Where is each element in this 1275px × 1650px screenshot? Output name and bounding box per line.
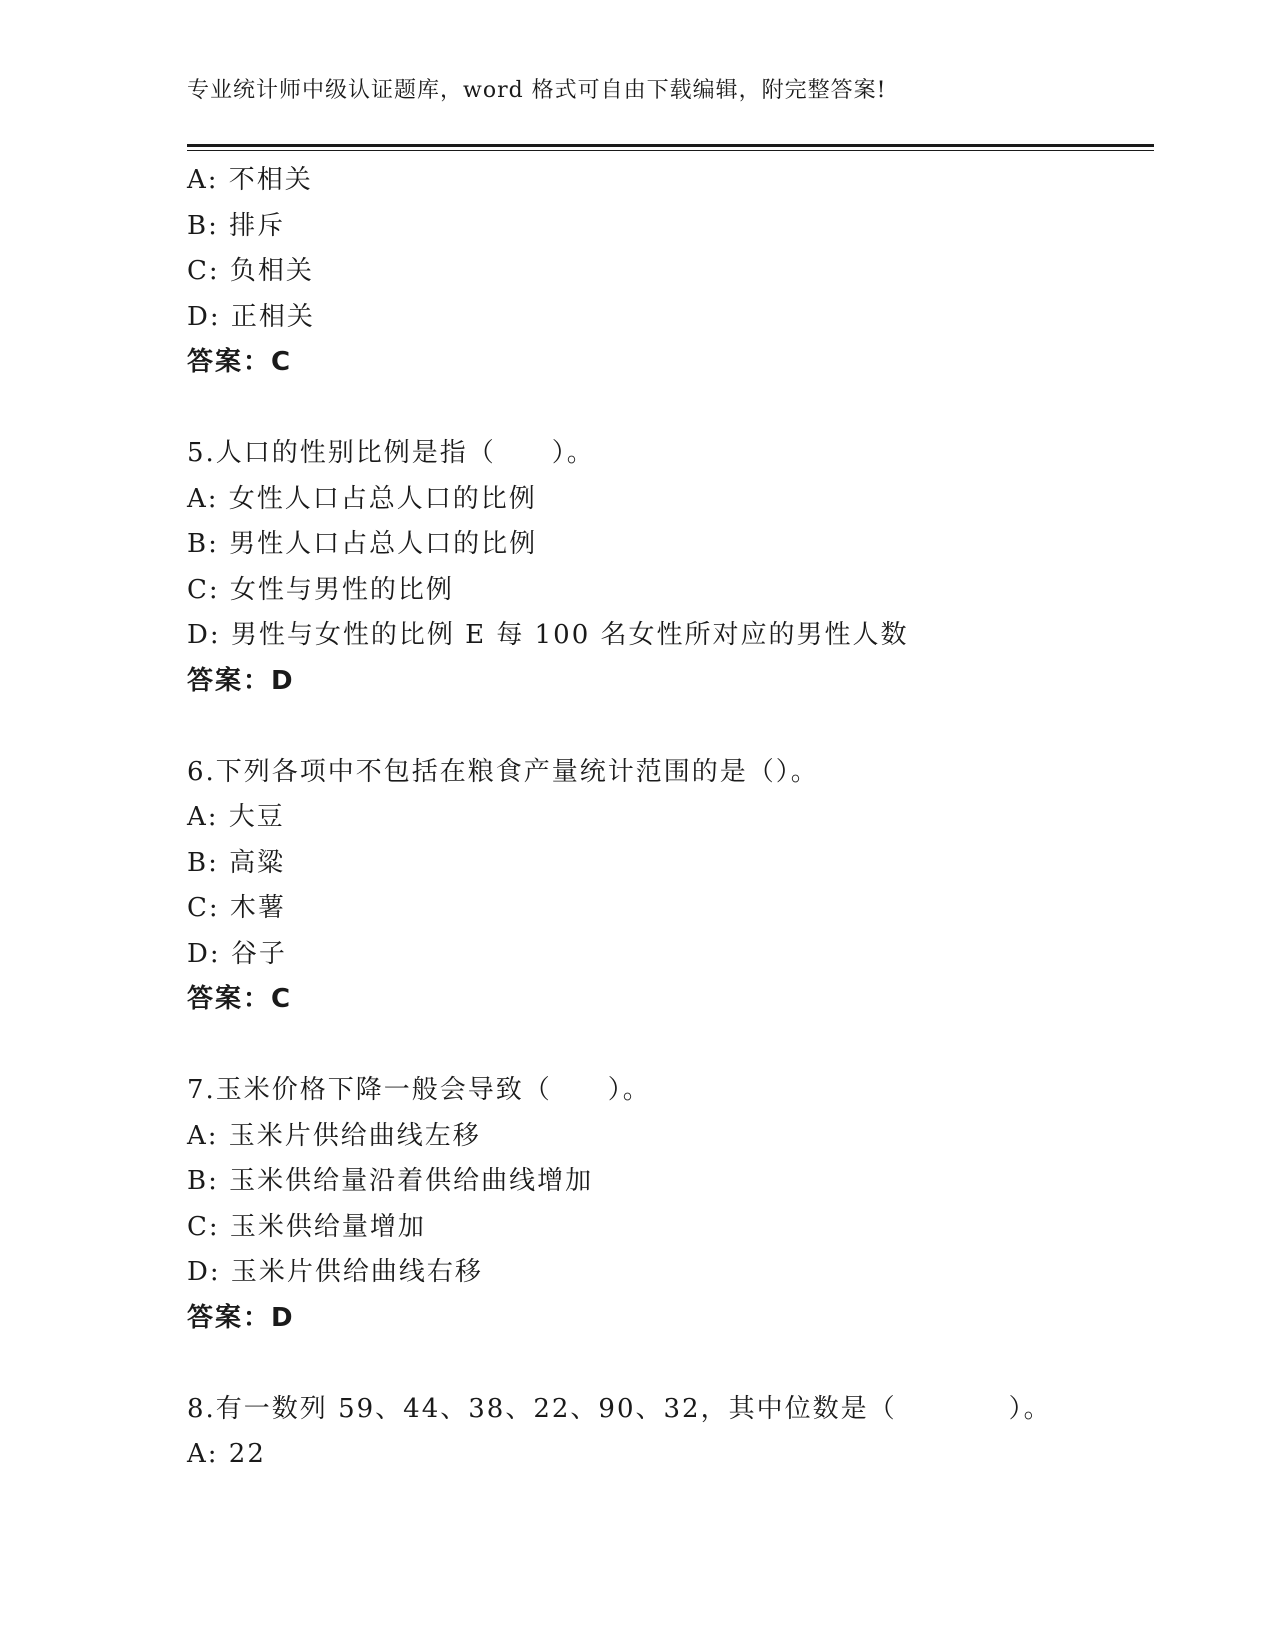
option-b: B: 高粱 bbox=[187, 847, 286, 878]
option-d: D: 玉米片供给曲线右移 bbox=[187, 1257, 483, 1287]
option-a: A: 不相关 bbox=[187, 165, 313, 195]
option-d: D: 男性与女性的比例 E 每 100 名女性所对应的男性人数 bbox=[187, 620, 909, 650]
option-b: B: 男性人口占总人口的比例 bbox=[187, 529, 538, 559]
answer: 答案：D bbox=[187, 1302, 295, 1333]
option-c: C: 负相关 bbox=[187, 256, 314, 286]
option-c: C: 女性与男性的比例 bbox=[187, 574, 454, 605]
option-a: A: 女性人口占总人口的比例 bbox=[187, 483, 537, 514]
option-b: B: 玉米供给量沿着供给曲线增加 bbox=[187, 1166, 594, 1196]
question-8: 8.有一数列 59、44、38、22、90、32，其中位数是（ ）。 bbox=[187, 1393, 1052, 1424]
option-b: B: 排斥 bbox=[187, 210, 286, 241]
option-c: C: 玉米供给量增加 bbox=[187, 1211, 426, 1242]
answer: 答案：D bbox=[187, 665, 295, 696]
option-d: D: 谷子 bbox=[187, 938, 287, 969]
question-list bbox=[187, 158, 1154, 1478]
question-7: 7.玉米价格下降一般会导致（ ）。 bbox=[187, 1075, 651, 1105]
option-c: C: 木薯 bbox=[187, 893, 286, 923]
header-rule-thin bbox=[187, 150, 1154, 151]
answer: 答案：C bbox=[187, 984, 293, 1014]
option-a: A: 玉米片供给曲线左移 bbox=[187, 1120, 481, 1151]
header-rule-thick bbox=[187, 144, 1154, 147]
question-6: 6.下列各项中不包括在粮食产量统计范围的是（）。 bbox=[187, 756, 819, 787]
option-a: A: 大豆 bbox=[187, 802, 285, 832]
question-5: 5.人口的性别比例是指（ ）。 bbox=[187, 438, 595, 468]
option-a: A: 22 bbox=[187, 1439, 266, 1469]
option-d: D: 正相关 bbox=[187, 301, 315, 332]
page-header: 专业统计师中级认证题库，word 格式可自由下载编辑，附完整答案! bbox=[187, 78, 887, 103]
answer: 答案：C bbox=[187, 347, 293, 377]
